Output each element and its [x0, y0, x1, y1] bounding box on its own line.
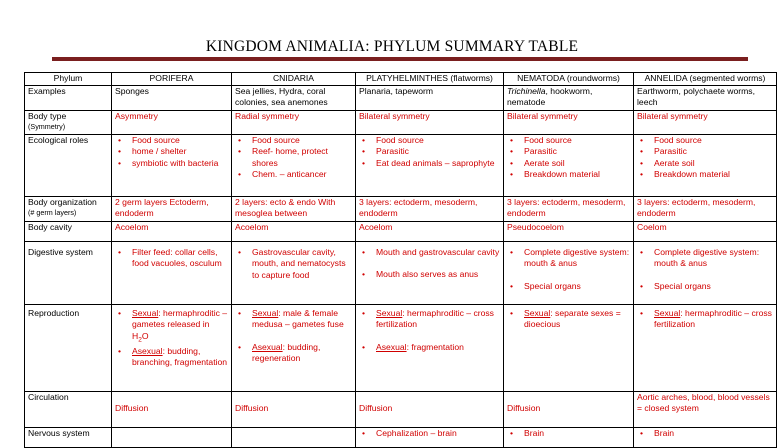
list-item: • Cephalization – brain [376, 428, 500, 439]
list-item [376, 308, 500, 331]
nervous-platyhelminthes-list [359, 428, 500, 439]
digestive-porifera-list [115, 242, 228, 270]
list-item: • Aerate soil [654, 158, 773, 169]
cell-circulation-annelida: Aortic arches, blood, blood vessels = closed system [634, 392, 777, 428]
cell-body-type-annelida: Bilateral symmetry [634, 111, 777, 135]
cell-nervous-nematoda [504, 428, 634, 448]
reproduction-label: Reproduction [28, 308, 80, 318]
list-item: • symbiotic with bacteria [132, 158, 228, 169]
ecological-annelida-list [637, 135, 773, 181]
list-item: • Breakdown material [524, 169, 630, 180]
cell-reproduction-porifera [112, 305, 232, 392]
cell-circulation-platyhelminthes [356, 392, 504, 428]
table-row-body-type [25, 111, 777, 135]
list-item: • Brain [654, 428, 773, 439]
nervous-nematoda-list [507, 428, 630, 439]
reproduction-nematoda-sexual: : separate sexes = dioecious [524, 308, 621, 330]
ecological-nematoda-list [507, 135, 630, 181]
list-item: • Food source [524, 135, 630, 146]
list-item [132, 308, 228, 346]
body-type-sublabel: (Symmetry) [28, 122, 66, 132]
column-header-annelida: ANNELIDA (segmented worms) [634, 73, 777, 86]
list-item: • Chem. – anticancer [252, 169, 352, 180]
row-label-examples: Examples [25, 86, 112, 111]
circulation-porifera-text: Diffusion [115, 403, 149, 413]
sexual-term: Sexual [376, 308, 403, 318]
cell-ecological-annelida [634, 135, 777, 197]
cell-digestive-porifera [112, 242, 232, 305]
list-item: • Eat dead animals – saprophyte [376, 158, 500, 169]
cell-ecological-nematoda [504, 135, 634, 197]
row-label-reproduction [25, 305, 112, 392]
genus-name-trichinella: Trichinella [507, 86, 546, 96]
list-item: • Food source [252, 135, 352, 146]
body-organization-sublabel: (# germ layers) [28, 208, 77, 218]
cell-nervous-annelida [634, 428, 777, 448]
cell-ecological-cnidaria [232, 135, 356, 197]
digestive-label: Digestive system [28, 247, 93, 257]
reproduction-platyhelminthes-asexual: : fragmentation [406, 341, 464, 352]
cell-digestive-cnidaria [232, 242, 356, 305]
cell-nervous-cnidaria [232, 428, 356, 448]
cell-examples-cnidaria: Sea jellies, Hydra, coral colonies, sea anemones [232, 86, 356, 111]
cell-organization-cnidaria: 2 layers: ecto & endo With mesoglea between [232, 197, 356, 222]
cell-cavity-annelida: Coelom [634, 222, 777, 242]
reproduction-porifera-list [115, 305, 228, 369]
digestive-nematoda-list [507, 242, 630, 292]
cell-examples-porifera: Sponges [112, 86, 232, 111]
list-item: • Parasitic [524, 146, 630, 157]
cell-reproduction-nematoda [504, 305, 634, 392]
reproduction-cnidaria-list [235, 305, 352, 365]
digestive-annelida-list [637, 242, 773, 292]
cell-cavity-cnidaria: Acoelom [232, 222, 356, 242]
ecological-platyhelminthes-list [359, 135, 500, 169]
asexual-term: Asexual [376, 341, 407, 352]
sexual-term: Sexual [252, 308, 279, 318]
row-label-circulation: Circulation [25, 392, 112, 428]
table-row-ecological-roles [25, 135, 777, 197]
cell-body-type-nematoda: Bilateral symmetry [504, 111, 634, 135]
column-header-platyhelminthes: PLATYHELMINTHES (flatworms) [356, 73, 504, 86]
asexual-term: Asexual [252, 341, 283, 352]
h2o-subscript: 2 [138, 336, 142, 344]
reproduction-platyhelminthes-list [359, 305, 500, 353]
body-organization-label: Body organization [28, 197, 97, 207]
reproduction-nematoda-list [507, 305, 630, 331]
table-row-circulation [25, 392, 777, 428]
list-item: • Food source [654, 135, 773, 146]
row-label-ecological-roles: Ecological roles [25, 135, 112, 197]
list-item: • Complete digestive system: mouth & anus [524, 247, 630, 270]
row-label-nervous-system: Nervous system [25, 428, 112, 448]
nervous-annelida-list [637, 428, 773, 439]
sexual-term: Sexual [524, 308, 551, 318]
column-header-phylum: Phylum [25, 73, 112, 86]
cell-circulation-porifera [112, 392, 232, 428]
reproduction-platyhelminthes-sexual: : hermaphroditic – cross fertilization [376, 308, 494, 330]
list-item: • Gastrovascular cavity, mouth, and nematocysts to capture food [252, 247, 352, 281]
asexual-term: Asexual [132, 345, 163, 356]
h2o-end: O [141, 330, 149, 341]
cell-examples-annelida: Earthworm, polychaete worms, leech [634, 86, 777, 111]
cell-body-type-platyhelminthes: Bilateral symmetry [356, 111, 504, 135]
cell-reproduction-cnidaria [232, 305, 356, 392]
list-item: • Filter feed: collar cells, food vacuoles, osculum [132, 247, 228, 270]
list-item [376, 342, 500, 353]
cell-cavity-nematoda: Pseudocoelom [504, 222, 634, 242]
cell-cavity-platyhelminthes: Acoelom [356, 222, 504, 242]
phylum-summary-table [24, 72, 777, 448]
cell-digestive-nematoda [504, 242, 634, 305]
sexual-term: Sexual [654, 308, 681, 318]
list-item: • Reef- home, protect shores [252, 146, 352, 169]
digestive-platyhelminthes-list [359, 242, 500, 281]
cell-cavity-porifera: Acoelom [112, 222, 232, 242]
circulation-nematoda-text: Diffusion [507, 403, 541, 413]
list-item: • Complete digestive system: mouth & anus [654, 247, 773, 270]
list-item [524, 308, 630, 331]
cell-examples-nematoda [504, 86, 634, 111]
table-row-body-organization [25, 197, 777, 222]
cell-organization-porifera: 2 germ layers Ectoderm, endoderm [112, 197, 232, 222]
column-header-porifera: PORIFERA [112, 73, 232, 86]
list-item: • home / shelter [132, 146, 228, 157]
reproduction-porifera-asexual: : budding, branching, fragmentation [132, 345, 228, 368]
list-item [252, 342, 352, 365]
reproduction-porifera-sexual: : hermaphroditic – gametes released in H [132, 308, 228, 341]
list-item: • Parasitic [376, 146, 500, 157]
column-header-nematoda: NEMATODA (roundworms) [504, 73, 634, 86]
cell-nervous-porifera [112, 428, 232, 448]
list-item: • Aerate soil [524, 158, 630, 169]
cell-digestive-annelida [634, 242, 777, 305]
row-label-body-type [25, 111, 112, 135]
cell-circulation-nematoda [504, 392, 634, 428]
circulation-platyhelminthes-text: Diffusion [359, 403, 393, 413]
cell-ecological-porifera [112, 135, 232, 197]
column-header-cnidaria: CNIDARIA [232, 73, 356, 86]
list-item: • Brain [524, 428, 630, 439]
table-row-digestive-system [25, 242, 777, 305]
cell-reproduction-platyhelminthes [356, 305, 504, 392]
list-item: • Special organs [524, 281, 630, 292]
row-label-body-cavity: Body cavity [25, 222, 112, 242]
body-type-label: Body type [28, 111, 67, 121]
ecological-porifera-list [115, 135, 228, 169]
table-row-examples [25, 86, 777, 111]
table-row-nervous-system [25, 428, 777, 448]
sexual-term: Sexual [132, 308, 159, 318]
ecological-cnidaria-list [235, 135, 352, 181]
examples-nematoda-rest: , hookworm, nematode [507, 86, 593, 108]
table-row-reproduction [25, 305, 777, 392]
table-row-body-cavity [25, 222, 777, 242]
cell-body-type-cnidaria: Radial symmetry [232, 111, 356, 135]
reproduction-annelida-sexual: : hermaphroditic – cross fertilization [654, 308, 772, 330]
cell-organization-annelida: 3 layers: ectoderm, mesoderm, endoderm [634, 197, 777, 222]
title-rule [52, 57, 748, 61]
cell-organization-nematoda: 3 layers: ectoderm, mesoderm, endoderm [504, 197, 634, 222]
cell-ecological-platyhelminthes [356, 135, 504, 197]
digestive-cnidaria-list [235, 242, 352, 281]
list-item: • Breakdown material [654, 169, 773, 180]
list-item: • Special organs [654, 281, 773, 292]
cell-organization-platyhelminthes: 3 layers: ectoderm, mesoderm, endoderm [356, 197, 504, 222]
reproduction-annelida-list [637, 305, 773, 331]
page-title: KINGDOM ANIMALIA: PHYLUM SUMMARY TABLE [205, 38, 579, 55]
list-item [132, 346, 228, 369]
cell-body-type-porifera: Asymmetry [112, 111, 232, 135]
header-row [25, 73, 777, 86]
row-label-body-organization [25, 197, 112, 222]
list-item: • Parasitic [654, 146, 773, 157]
list-item: • Food source [376, 135, 500, 146]
cell-digestive-platyhelminthes [356, 242, 504, 305]
reproduction-cnidaria-asexual: : budding, regeneration [252, 341, 321, 364]
cell-examples-platyhelminthes: Planaria, tapeworm [356, 86, 504, 111]
row-label-digestive-system [25, 242, 112, 305]
reproduction-cnidaria-sexual: : male & female medusa – gametes fuse [252, 308, 344, 330]
list-item: • Food source [132, 135, 228, 146]
list-item: • Mouth and gastrovascular cavity [376, 247, 500, 258]
list-item [252, 308, 352, 331]
cell-nervous-platyhelminthes [356, 428, 504, 448]
list-item [654, 308, 773, 331]
circulation-cnidaria-text: Diffusion [235, 403, 269, 413]
list-item: • Mouth also serves as anus [376, 269, 500, 280]
cell-reproduction-annelida [634, 305, 777, 392]
cell-circulation-cnidaria [232, 392, 356, 428]
